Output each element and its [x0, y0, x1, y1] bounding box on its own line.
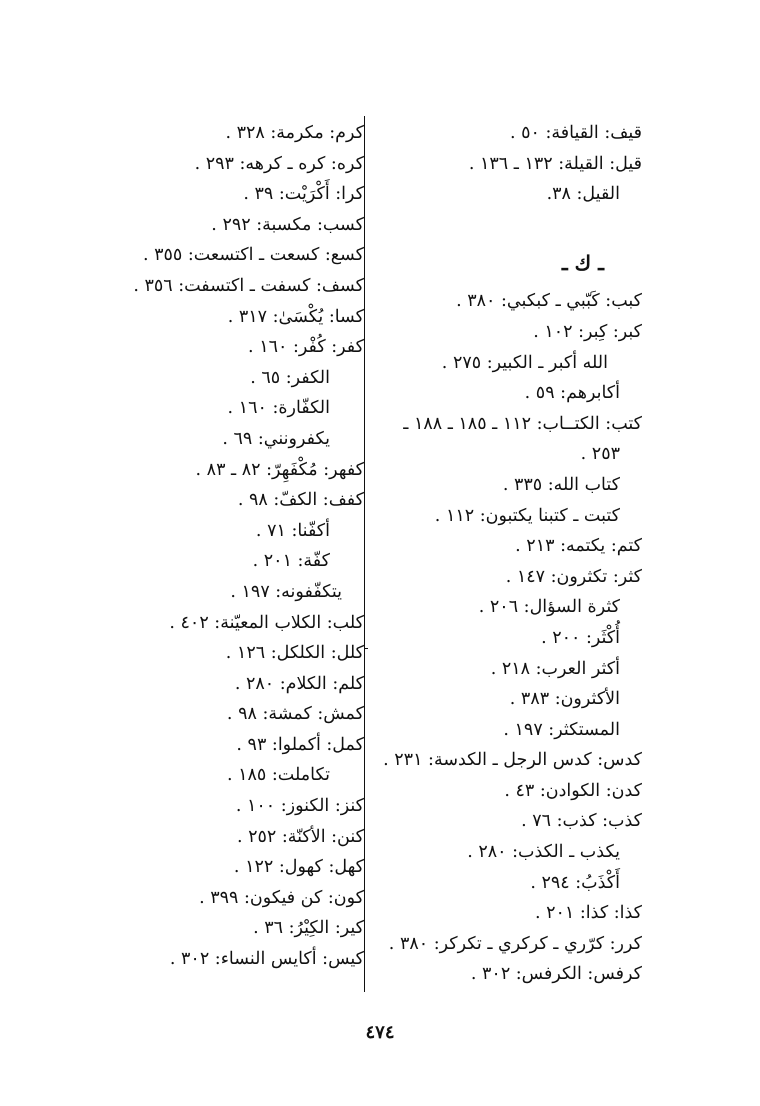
index-entry: قيل: القيلة: ١٣٢ ـ ١٣٦ .: [468, 153, 642, 174]
index-entry: كتب: الكتــاب: ١١٢ ـ ١٨٥ ـ ١٨٨ ـ: [403, 413, 642, 434]
index-entry: كير: الكِيْرُ: ٣٦ .: [253, 918, 364, 939]
index-entry: كرفس: الكرفس: ٣٠٢ .: [470, 964, 642, 985]
index-entry: يكذب ـ الكذب: ٢٨٠ .: [467, 842, 620, 863]
index-entry: أكفّنا: ٧١ .: [255, 520, 330, 541]
index-entry: كنن: الأكنّة: ٢٥٢ .: [236, 826, 364, 847]
index-entry: أَكْذَبُ: ٢٩٤ .: [530, 872, 620, 893]
index-entry: كذا: كذا: ٢٠١ .: [534, 903, 642, 924]
index-entry: كبب: كَبّبي ـ كبكبي: ٣٨٠ .: [456, 291, 642, 312]
index-column-left: [94, 118, 364, 975]
index-entry: كفر: كُفْر: ١٦٠ .: [248, 337, 364, 358]
index-entry: كون: كن فيكون: ٣٩٩ .: [199, 887, 364, 908]
index-entry: قيف: القيافة: ٥٠ .: [509, 123, 642, 143]
index-entry: كتبت ـ كتبنا يكتبون: ١١٢ .: [434, 505, 620, 526]
index-entry: الأكثرون: ٣٨٣ .: [509, 689, 620, 710]
column-divider: [364, 116, 365, 992]
index-entry: كفهر: مُكْفَهِرّ: ٨٢ ـ ٨٣ .: [195, 459, 364, 480]
index-entry: يتكفّفونه: ١٩٧ .: [230, 581, 342, 602]
index-entry: كلم: الكلام: ٢٨٠ .: [234, 673, 364, 694]
divider-tick: [364, 648, 368, 649]
section-heading: ـ ك ـ: [561, 251, 604, 276]
index-entry: كدس: كدس الرجل ـ الكدسة: ٢٣١ .: [383, 750, 642, 771]
index-entry: القيل: ٣٨.: [546, 184, 620, 205]
index-entry: كبر: كِبر: ١٠٢ .: [533, 321, 642, 342]
index-entry: كفف: الكفّ: ٩٨ .: [237, 490, 364, 511]
index-entry: كرا: أَكْرَيْت: ٣٩ .: [243, 184, 364, 205]
index-entry: الكفّارة: ١٦٠ .: [227, 398, 330, 419]
index-entry: أكابرهم: ٥٩ .: [524, 383, 620, 404]
index-entry: كنز: الكنوز: ١٠٠ .: [235, 796, 364, 817]
index-entry: الكفر: ٦٥ .: [250, 367, 330, 388]
index-entry: أكثر العرب: ٢١٨ .: [490, 658, 620, 679]
index-entry: كتاب الله: ٣٣٥ .: [502, 474, 620, 495]
index-entry: كره: كره ـ كرهه: ٢٩٣ .: [194, 153, 364, 174]
index-entry: كدن: الكوادن: ٤٣ .: [504, 780, 642, 801]
index-entry: كسع: كسعت ـ اكتسعت: ٣٥٥ .: [142, 245, 364, 266]
index-entry: كسا: يُكْسَىٰ: ٣١٧ .: [227, 306, 364, 327]
index-entry: كمل: أكملوا: ٩٣ .: [236, 734, 364, 755]
index-entry: ٢٥٣ .: [580, 444, 620, 465]
index-entry: المستكثر: ١٩٧ .: [503, 719, 620, 740]
index-entry: كلل: الكلكل: ١٢٦ .: [225, 643, 364, 664]
index-column-right: [372, 118, 642, 990]
index-entry: كلب: الكلاب المعيّنة: ٤٠٢ .: [169, 612, 364, 633]
index-entry: كسف: كسفت ـ اكتسفت: ٣٥٦ .: [133, 275, 364, 296]
index-entry: تكاملت: ١٨٥ .: [226, 765, 330, 786]
index-entry: كسب: مكسبة: ٢٩٢ .: [211, 214, 364, 235]
index-entry: كثرة السؤال: ٢٠٦ .: [478, 597, 620, 618]
index-entry: كذب: كذب: ٧٦ .: [521, 811, 642, 832]
index-entry: كثر: تكثرون: ١٤٧ .: [505, 566, 642, 587]
index-entry: [372, 210, 642, 241]
page-number: ٤٧٤: [365, 1022, 395, 1043]
index-entry: كمش: كمشة: ٩٨ .: [226, 704, 364, 725]
index-entry: أُكْثَر: ٢٠٠ .: [541, 627, 620, 648]
index-entry: كرم: مكرمة: ٣٢٨ .: [225, 123, 364, 143]
index-entry: كهل: كهول: ١٢٢ .: [233, 857, 364, 878]
index-entry: كرر: كرّري ـ كركري ـ تكركر: ٣٨٠ .: [388, 933, 642, 954]
index-entry: كفّة: ٢٠١ .: [252, 551, 330, 572]
index-entry: كتم: يكتمه: ٢١٣ .: [515, 536, 642, 557]
index-entry: الله أكبر ـ الكبير: ٢٧٥ .: [441, 352, 608, 373]
index-entry: كيس: أكايس النساء: ٣٠٢ .: [169, 949, 364, 970]
index-entry: يكفرونني: ٦٩ .: [222, 428, 330, 449]
